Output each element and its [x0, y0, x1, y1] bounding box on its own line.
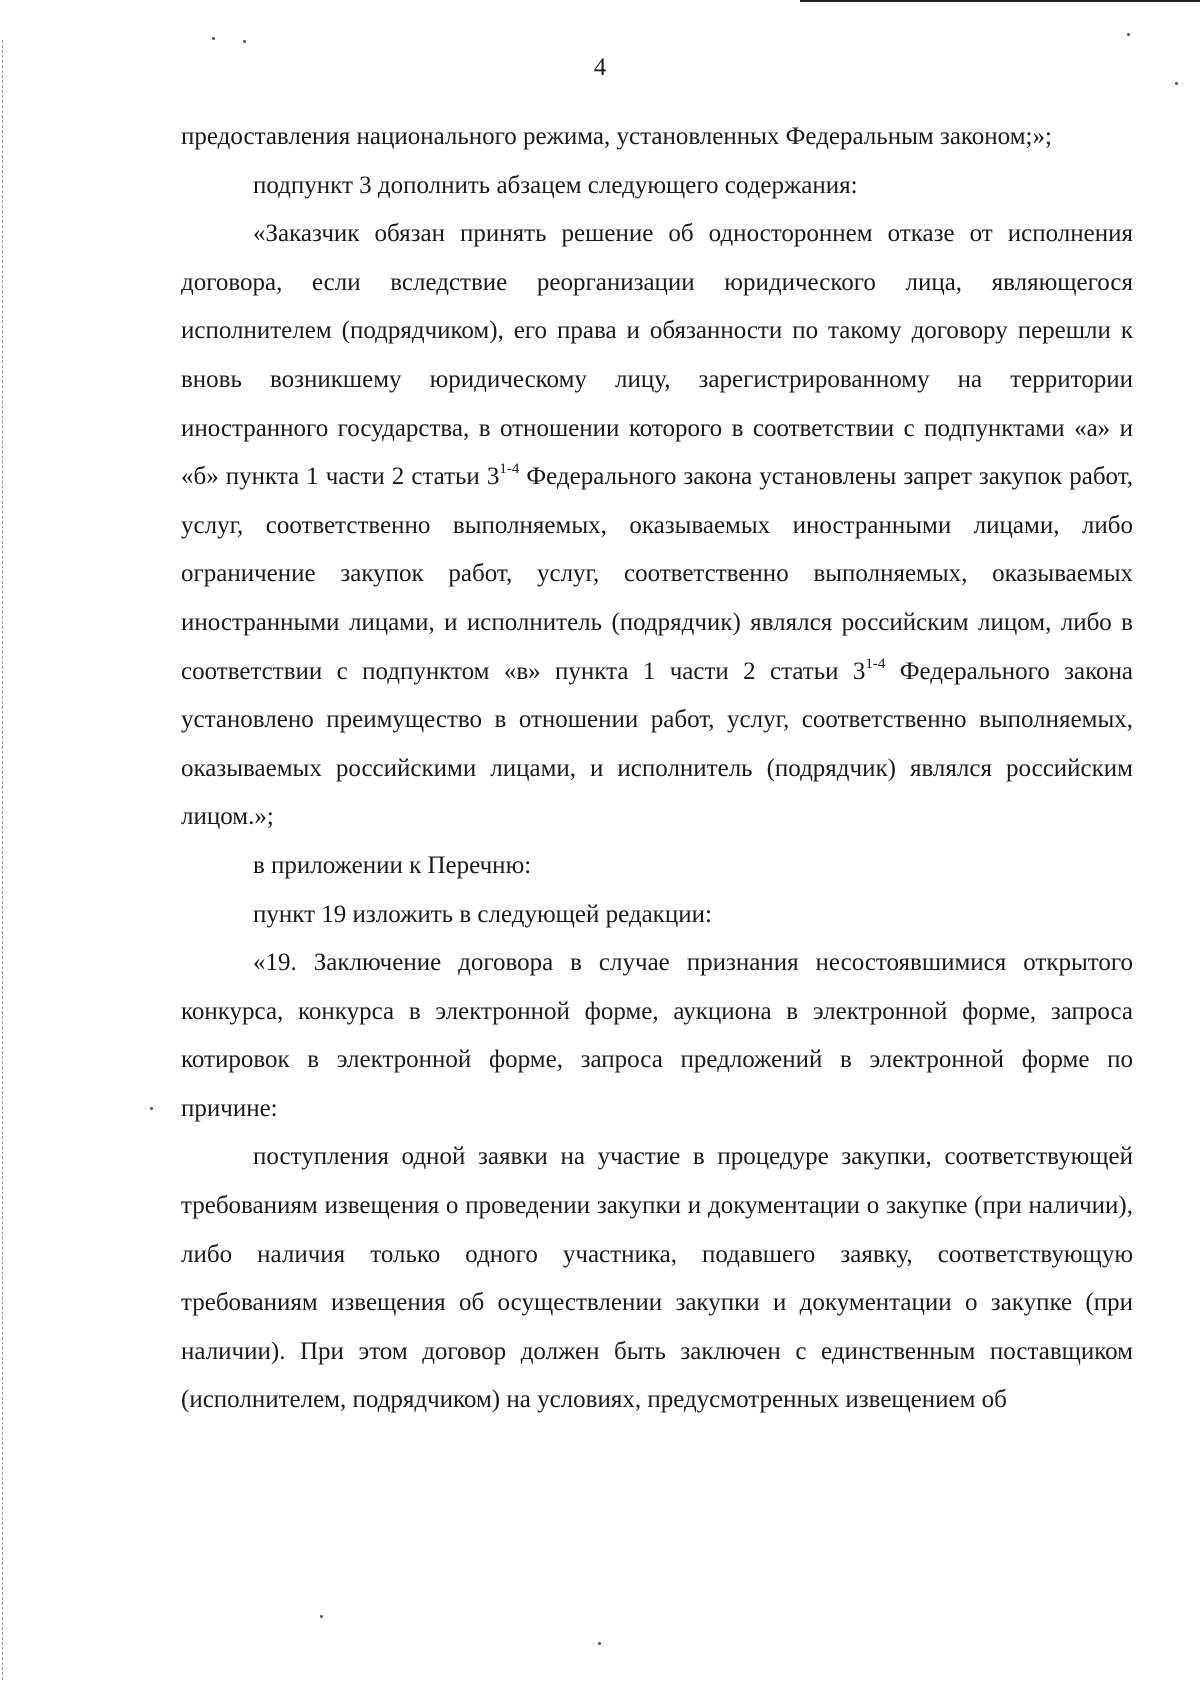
paragraph-single-bid: поступления одной заявки на участие в процедуре закупки, соответствующей требованиям извещения о проведении закупки и документации о закупке (при наличии), либо наличия только одного участника, подавшего заявку, соответствующую требованиям извещения об осуществлении закупки и документации о закупке (при наличии). При этом договор должен быть заключен с единственным поставщиком (исполнителем, подрядчиком) на условиях, предусмотренных извещением об [181, 1143, 1133, 1414]
article-superscript-2: 1-4 [865, 655, 886, 672]
paragraph-subclause-3: подпункт 3 дополнить абзацем следующего содержания: [253, 171, 858, 199]
scan-speck [1127, 33, 1130, 36]
scan-speck [150, 1107, 153, 1110]
scan-speck [598, 1642, 601, 1645]
document-body [181, 113, 1133, 1425]
scan-speck [212, 37, 215, 40]
paragraph-text-part-3: Федерального закона установлено преимущество в отношении работ, услуг, соответственно выполняемых, оказываемых российскими лицами, и исполнитель (подрядчик) являлся российским лицом.»; [181, 657, 1133, 831]
scan-speck [320, 1615, 323, 1618]
scan-speck [243, 40, 246, 43]
paragraph-customer-obligation [181, 210, 1133, 842]
paragraph-appendix: в приложении к Перечню: [253, 851, 532, 879]
article-superscript-1: 1-4 [499, 461, 520, 478]
page-number: 4 [593, 54, 607, 81]
scan-speck [1175, 82, 1178, 85]
paragraph-item-19-intro: пункт 19 изложить в следующей редакции: [253, 900, 712, 928]
paragraph-text-part-2: Федерального закона установлены запрет закупок работ, услуг, соответственно выполняемых, оказываемых иностранными лицами, либо ограничение закупок работ, услуг, соответственно выполняемых, оказываемых иностранными лицами, и исполнитель (подрядчик) являлся российским лицом, либо в соответствии с подпунктом «в» пункта 1 части 2 статьи 3 [181, 463, 1134, 685]
paragraph-text-part-1: «Заказчик обязан принять решение об одностороннем отказе от исполнения договора, если вследствие реорганизации юридического лица, являющегося исполнителем (подрядчиком), его права и обязанности по такому договору перешли к вновь возникшему юридическому лицу, зарегистрированному на территории иностранного государства, в отношении которого в соответствии с подпунктами «а» и «б» пункта 1 части 2 статьи 3 [181, 220, 1133, 491]
top-edge-rule [800, 0, 1200, 2]
paragraph-continuation: предоставления национального режима, установленных Федеральным законом;»; [181, 123, 1052, 150]
scan-margin-line [2, 40, 4, 1680]
paragraph-item-19: «19. Заключение договора в случае признания несостоявшимися открытого конкурса, конкурса в электронной форме, аукциона в электронной форме, запроса котировок в электронной форме, запроса предложений в электронной форме по причине: [181, 949, 1133, 1122]
